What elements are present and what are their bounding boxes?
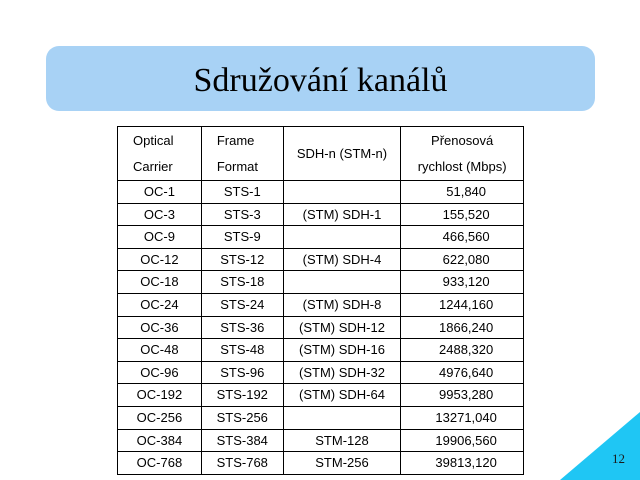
table-row	[118, 248, 524, 271]
header-optical-carrier	[118, 127, 202, 181]
cell-sdh: (STM) SDH-8	[283, 293, 401, 316]
cell-optical-carrier: OC-12	[118, 248, 202, 271]
cell-frame-format: STS-96	[201, 361, 283, 384]
cell-frame-format: STS-192	[201, 384, 283, 407]
cell-frame-format: STS-9	[201, 226, 283, 249]
table-row	[118, 181, 524, 204]
cell-frame-format: STS-256	[201, 406, 283, 429]
cell-frame-format: STS-24	[201, 293, 283, 316]
header-sdh: SDH-n (STM-n)	[283, 127, 401, 181]
cell-frame-format: STS-1	[201, 181, 283, 204]
cell-sdh: STM-256	[283, 452, 401, 475]
header-optical-line1: Optical	[133, 132, 174, 148]
cell-transfer-speed: 4976,640	[401, 361, 524, 384]
table-row	[118, 429, 524, 452]
table-row	[118, 384, 524, 407]
cell-transfer-speed: 622,080	[401, 248, 524, 271]
table-header-row	[118, 127, 524, 181]
cell-optical-carrier: OC-256	[118, 406, 202, 429]
cell-transfer-speed: 9953,280	[401, 384, 524, 407]
cell-sdh: (STM) SDH-1	[283, 203, 401, 226]
cell-sdh: (STM) SDH-4	[283, 248, 401, 271]
cell-sdh: (STM) SDH-12	[283, 316, 401, 339]
cell-optical-carrier: OC-36	[118, 316, 202, 339]
table-body	[118, 181, 524, 475]
cell-sdh	[283, 181, 401, 204]
cell-transfer-speed: 466,560	[401, 226, 524, 249]
table-row	[118, 203, 524, 226]
cell-sdh: (STM) SDH-16	[283, 339, 401, 362]
table-row	[118, 293, 524, 316]
cell-transfer-speed: 155,520	[401, 203, 524, 226]
cell-transfer-speed: 13271,040	[401, 406, 524, 429]
header-frame-format	[201, 127, 283, 181]
page-number: 12	[612, 451, 625, 466]
slide-title: Sdružování kanálů	[193, 61, 448, 99]
table-row	[118, 339, 524, 362]
cell-frame-format: STS-768	[201, 452, 283, 475]
cell-frame-format: STS-12	[201, 248, 283, 271]
header-frame-line1: Frame	[216, 132, 255, 148]
title-banner	[46, 46, 595, 111]
cell-optical-carrier: OC-1	[118, 181, 202, 204]
cell-sdh: (STM) SDH-32	[283, 361, 401, 384]
carrier-table	[117, 126, 524, 475]
corner-accent	[560, 412, 640, 480]
cell-frame-format: STS-3	[201, 203, 283, 226]
cell-frame-format: STS-18	[201, 271, 283, 294]
cell-sdh	[283, 406, 401, 429]
cell-sdh: STM-128	[283, 429, 401, 452]
header-transfer-speed	[401, 127, 524, 181]
cell-sdh	[283, 271, 401, 294]
table-row	[118, 226, 524, 249]
cell-optical-carrier: OC-192	[118, 384, 202, 407]
cell-optical-carrier: OC-18	[118, 271, 202, 294]
cell-transfer-speed: 51,840	[401, 181, 524, 204]
header-speed-line1: Přenosová	[431, 132, 494, 148]
cell-sdh: (STM) SDH-64	[283, 384, 401, 407]
cell-transfer-speed: 39813,120	[401, 452, 524, 475]
cell-optical-carrier: OC-768	[118, 452, 202, 475]
cell-frame-format: STS-48	[201, 339, 283, 362]
table-row	[118, 452, 524, 475]
header-optical-line2: Carrier	[133, 158, 173, 174]
table-row	[118, 406, 524, 429]
cell-optical-carrier: OC-24	[118, 293, 202, 316]
table-row	[118, 271, 524, 294]
cell-transfer-speed: 2488,320	[401, 339, 524, 362]
cell-sdh	[283, 226, 401, 249]
cell-frame-format: STS-36	[201, 316, 283, 339]
cell-optical-carrier: OC-3	[118, 203, 202, 226]
cell-optical-carrier: OC-9	[118, 226, 202, 249]
cell-transfer-speed: 933,120	[401, 271, 524, 294]
header-frame-line2: Format	[216, 158, 259, 174]
cell-transfer-speed: 1244,160	[401, 293, 524, 316]
cell-optical-carrier: OC-96	[118, 361, 202, 384]
cell-transfer-speed: 1866,240	[401, 316, 524, 339]
header-speed-line2: rychlost (Mbps)	[417, 158, 507, 174]
cell-frame-format: STS-384	[201, 429, 283, 452]
cell-optical-carrier: OC-48	[118, 339, 202, 362]
table-row	[118, 316, 524, 339]
cell-transfer-speed: 19906,560	[401, 429, 524, 452]
cell-optical-carrier: OC-384	[118, 429, 202, 452]
table-row	[118, 361, 524, 384]
